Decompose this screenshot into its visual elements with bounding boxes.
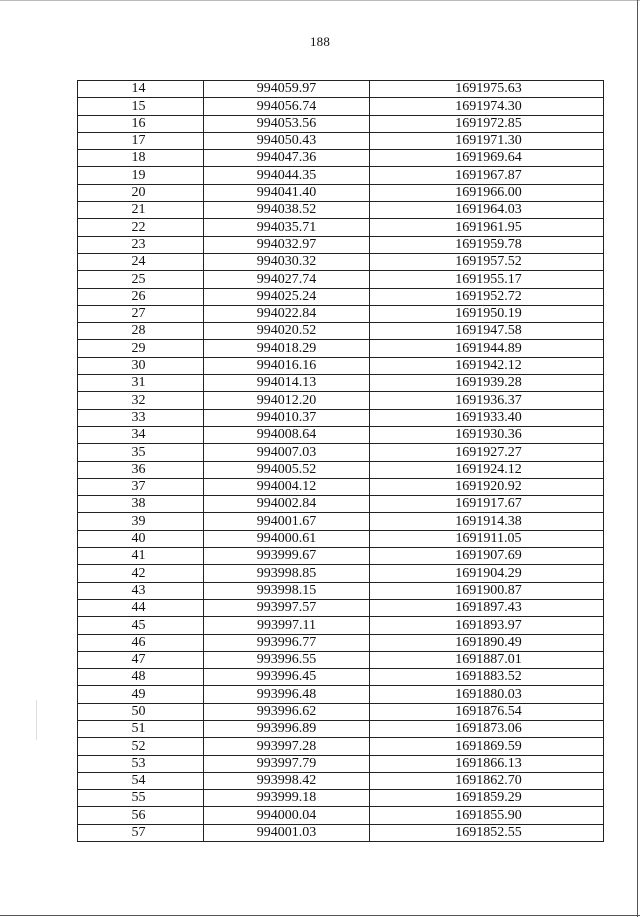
- y-coordinate-cell: 1691887.01: [370, 651, 604, 668]
- y-coordinate-cell: 1691930.36: [370, 426, 604, 443]
- table-row: [78, 617, 604, 634]
- x-coordinate-cell: 993997.57: [204, 599, 370, 616]
- y-coordinate-cell: 1691907.69: [370, 548, 604, 565]
- y-coordinate-cell: 1691924.12: [370, 461, 604, 478]
- y-coordinate-cell: 1691933.40: [370, 409, 604, 426]
- x-coordinate-cell: 994016.16: [204, 357, 370, 374]
- table-row: [78, 755, 604, 772]
- table-row: [78, 634, 604, 651]
- table-row: [78, 530, 604, 547]
- x-coordinate-cell: 994056.74: [204, 98, 370, 115]
- point-number-cell: 35: [78, 444, 204, 461]
- point-number-cell: 41: [78, 548, 204, 565]
- x-coordinate-cell: 993998.15: [204, 582, 370, 599]
- x-coordinate-cell: 993996.48: [204, 686, 370, 703]
- coordinates-table-body: [78, 81, 604, 842]
- x-coordinate-cell: 993999.18: [204, 790, 370, 807]
- point-number-cell: 47: [78, 651, 204, 668]
- point-number-cell: 16: [78, 115, 204, 132]
- x-coordinate-cell: 994041.40: [204, 184, 370, 201]
- point-number-cell: 51: [78, 720, 204, 737]
- point-number-cell: 19: [78, 167, 204, 184]
- x-coordinate-cell: 993996.55: [204, 651, 370, 668]
- point-number-cell: 39: [78, 513, 204, 530]
- table-row: [78, 582, 604, 599]
- x-coordinate-cell: 994008.64: [204, 426, 370, 443]
- point-number-cell: 22: [78, 219, 204, 236]
- page-edge-right: [637, 0, 638, 917]
- point-number-cell: 54: [78, 772, 204, 789]
- y-coordinate-cell: 1691920.92: [370, 478, 604, 495]
- y-coordinate-cell: 1691969.64: [370, 150, 604, 167]
- point-number-cell: 53: [78, 755, 204, 772]
- y-coordinate-cell: 1691873.06: [370, 720, 604, 737]
- point-number-cell: 28: [78, 323, 204, 340]
- x-coordinate-cell: 993999.67: [204, 548, 370, 565]
- point-number-cell: 36: [78, 461, 204, 478]
- x-coordinate-cell: 993998.85: [204, 565, 370, 582]
- table-row: [78, 340, 604, 357]
- y-coordinate-cell: 1691883.52: [370, 669, 604, 686]
- y-coordinate-cell: 1691947.58: [370, 323, 604, 340]
- point-number-cell: 48: [78, 669, 204, 686]
- y-coordinate-cell: 1691975.63: [370, 81, 604, 98]
- page-edge-bottom: [0, 915, 640, 916]
- coordinates-table: [77, 80, 604, 842]
- y-coordinate-cell: 1691927.27: [370, 444, 604, 461]
- x-coordinate-cell: 994010.37: [204, 409, 370, 426]
- x-coordinate-cell: 994001.67: [204, 513, 370, 530]
- table-row: [78, 513, 604, 530]
- point-number-cell: 20: [78, 184, 204, 201]
- table-row: [78, 478, 604, 495]
- x-coordinate-cell: 994035.71: [204, 219, 370, 236]
- y-coordinate-cell: 1691950.19: [370, 305, 604, 322]
- x-coordinate-cell: 994007.03: [204, 444, 370, 461]
- y-coordinate-cell: 1691964.03: [370, 202, 604, 219]
- table-row: [78, 219, 604, 236]
- table-row: [78, 167, 604, 184]
- x-coordinate-cell: 994047.36: [204, 150, 370, 167]
- y-coordinate-cell: 1691876.54: [370, 703, 604, 720]
- x-coordinate-cell: 994038.52: [204, 202, 370, 219]
- point-number-cell: 32: [78, 392, 204, 409]
- x-coordinate-cell: 994004.12: [204, 478, 370, 495]
- point-number-cell: 21: [78, 202, 204, 219]
- table-row: [78, 271, 604, 288]
- y-coordinate-cell: 1691955.17: [370, 271, 604, 288]
- x-coordinate-cell: 993996.89: [204, 720, 370, 737]
- point-number-cell: 37: [78, 478, 204, 495]
- table-row: [78, 738, 604, 755]
- table-row: [78, 236, 604, 253]
- x-coordinate-cell: 994005.52: [204, 461, 370, 478]
- y-coordinate-cell: 1691904.29: [370, 565, 604, 582]
- y-coordinate-cell: 1691971.30: [370, 132, 604, 149]
- y-coordinate-cell: 1691869.59: [370, 738, 604, 755]
- table-row: [78, 375, 604, 392]
- x-coordinate-cell: 993997.79: [204, 755, 370, 772]
- x-coordinate-cell: 993996.45: [204, 669, 370, 686]
- x-coordinate-cell: 994053.56: [204, 115, 370, 132]
- x-coordinate-cell: 994000.61: [204, 530, 370, 547]
- y-coordinate-cell: 1691862.70: [370, 772, 604, 789]
- x-coordinate-cell: 994000.04: [204, 807, 370, 824]
- point-number-cell: 38: [78, 496, 204, 513]
- y-coordinate-cell: 1691936.37: [370, 392, 604, 409]
- table-row: [78, 150, 604, 167]
- point-number-cell: 57: [78, 824, 204, 841]
- y-coordinate-cell: 1691957.52: [370, 253, 604, 270]
- table-row: [78, 824, 604, 841]
- table-row: [78, 772, 604, 789]
- point-number-cell: 52: [78, 738, 204, 755]
- y-coordinate-cell: 1691967.87: [370, 167, 604, 184]
- table-row: [78, 184, 604, 201]
- point-number-cell: 46: [78, 634, 204, 651]
- page-number: 188: [309, 34, 331, 49]
- point-number-cell: 31: [78, 375, 204, 392]
- table-row: [78, 357, 604, 374]
- x-coordinate-cell: 994002.84: [204, 496, 370, 513]
- y-coordinate-cell: 1691880.03: [370, 686, 604, 703]
- point-number-cell: 23: [78, 236, 204, 253]
- point-number-cell: 30: [78, 357, 204, 374]
- y-coordinate-cell: 1691866.13: [370, 755, 604, 772]
- x-coordinate-cell: 994044.35: [204, 167, 370, 184]
- y-coordinate-cell: 1691944.89: [370, 340, 604, 357]
- point-number-cell: 14: [78, 81, 204, 98]
- table-row: [78, 323, 604, 340]
- y-coordinate-cell: 1691961.95: [370, 219, 604, 236]
- y-coordinate-cell: 1691959.78: [370, 236, 604, 253]
- x-coordinate-cell: 993997.28: [204, 738, 370, 755]
- y-coordinate-cell: 1691893.97: [370, 617, 604, 634]
- point-number-cell: 49: [78, 686, 204, 703]
- x-coordinate-cell: 994030.32: [204, 253, 370, 270]
- table-row: [78, 720, 604, 737]
- table-row: [78, 669, 604, 686]
- point-number-cell: 27: [78, 305, 204, 322]
- y-coordinate-cell: 1691972.85: [370, 115, 604, 132]
- point-number-cell: 26: [78, 288, 204, 305]
- point-number-cell: 40: [78, 530, 204, 547]
- point-number-cell: 17: [78, 132, 204, 149]
- y-coordinate-cell: 1691859.29: [370, 790, 604, 807]
- table-row: [78, 790, 604, 807]
- point-number-cell: 29: [78, 340, 204, 357]
- point-number-cell: 18: [78, 150, 204, 167]
- y-coordinate-cell: 1691917.67: [370, 496, 604, 513]
- table-row: [78, 202, 604, 219]
- y-coordinate-cell: 1691897.43: [370, 599, 604, 616]
- y-coordinate-cell: 1691852.55: [370, 824, 604, 841]
- point-number-cell: 15: [78, 98, 204, 115]
- y-coordinate-cell: 1691966.00: [370, 184, 604, 201]
- y-coordinate-cell: 1691890.49: [370, 634, 604, 651]
- x-coordinate-cell: 994022.84: [204, 305, 370, 322]
- table-row: [78, 496, 604, 513]
- y-coordinate-cell: 1691952.72: [370, 288, 604, 305]
- y-coordinate-cell: 1691974.30: [370, 98, 604, 115]
- point-number-cell: 42: [78, 565, 204, 582]
- point-number-cell: 24: [78, 253, 204, 270]
- point-number-cell: 50: [78, 703, 204, 720]
- table-row: [78, 548, 604, 565]
- x-coordinate-cell: 994027.74: [204, 271, 370, 288]
- point-number-cell: 55: [78, 790, 204, 807]
- x-coordinate-cell: 994025.24: [204, 288, 370, 305]
- point-number-cell: 45: [78, 617, 204, 634]
- table-row: [78, 651, 604, 668]
- x-coordinate-cell: 993996.62: [204, 703, 370, 720]
- x-coordinate-cell: 994018.29: [204, 340, 370, 357]
- table-row: [78, 288, 604, 305]
- table-row: [78, 81, 604, 98]
- table-row: [78, 426, 604, 443]
- x-coordinate-cell: 994012.20: [204, 392, 370, 409]
- y-coordinate-cell: 1691855.90: [370, 807, 604, 824]
- y-coordinate-cell: 1691942.12: [370, 357, 604, 374]
- point-number-cell: 34: [78, 426, 204, 443]
- table-row: [78, 115, 604, 132]
- table-row: [78, 599, 604, 616]
- table-row: [78, 392, 604, 409]
- x-coordinate-cell: 993997.11: [204, 617, 370, 634]
- y-coordinate-cell: 1691911.05: [370, 530, 604, 547]
- point-number-cell: 43: [78, 582, 204, 599]
- page-edge-top: [0, 0, 640, 1]
- table-row: [78, 444, 604, 461]
- point-number-cell: 56: [78, 807, 204, 824]
- table-row: [78, 253, 604, 270]
- table-row: [78, 807, 604, 824]
- table-row: [78, 686, 604, 703]
- table-row: [78, 565, 604, 582]
- table-row: [78, 132, 604, 149]
- table-row: [78, 305, 604, 322]
- point-number-cell: 33: [78, 409, 204, 426]
- y-coordinate-cell: 1691939.28: [370, 375, 604, 392]
- x-coordinate-cell: 994050.43: [204, 132, 370, 149]
- x-coordinate-cell: 994032.97: [204, 236, 370, 253]
- x-coordinate-cell: 994001.03: [204, 824, 370, 841]
- table-row: [78, 409, 604, 426]
- point-number-cell: 44: [78, 599, 204, 616]
- x-coordinate-cell: 993996.77: [204, 634, 370, 651]
- x-coordinate-cell: 993998.42: [204, 772, 370, 789]
- x-coordinate-cell: 994059.97: [204, 81, 370, 98]
- scan-margin-mark: [36, 700, 37, 740]
- table-row: [78, 98, 604, 115]
- y-coordinate-cell: 1691914.38: [370, 513, 604, 530]
- y-coordinate-cell: 1691900.87: [370, 582, 604, 599]
- x-coordinate-cell: 994020.52: [204, 323, 370, 340]
- point-number-cell: 25: [78, 271, 204, 288]
- table-row: [78, 461, 604, 478]
- x-coordinate-cell: 994014.13: [204, 375, 370, 392]
- table-row: [78, 703, 604, 720]
